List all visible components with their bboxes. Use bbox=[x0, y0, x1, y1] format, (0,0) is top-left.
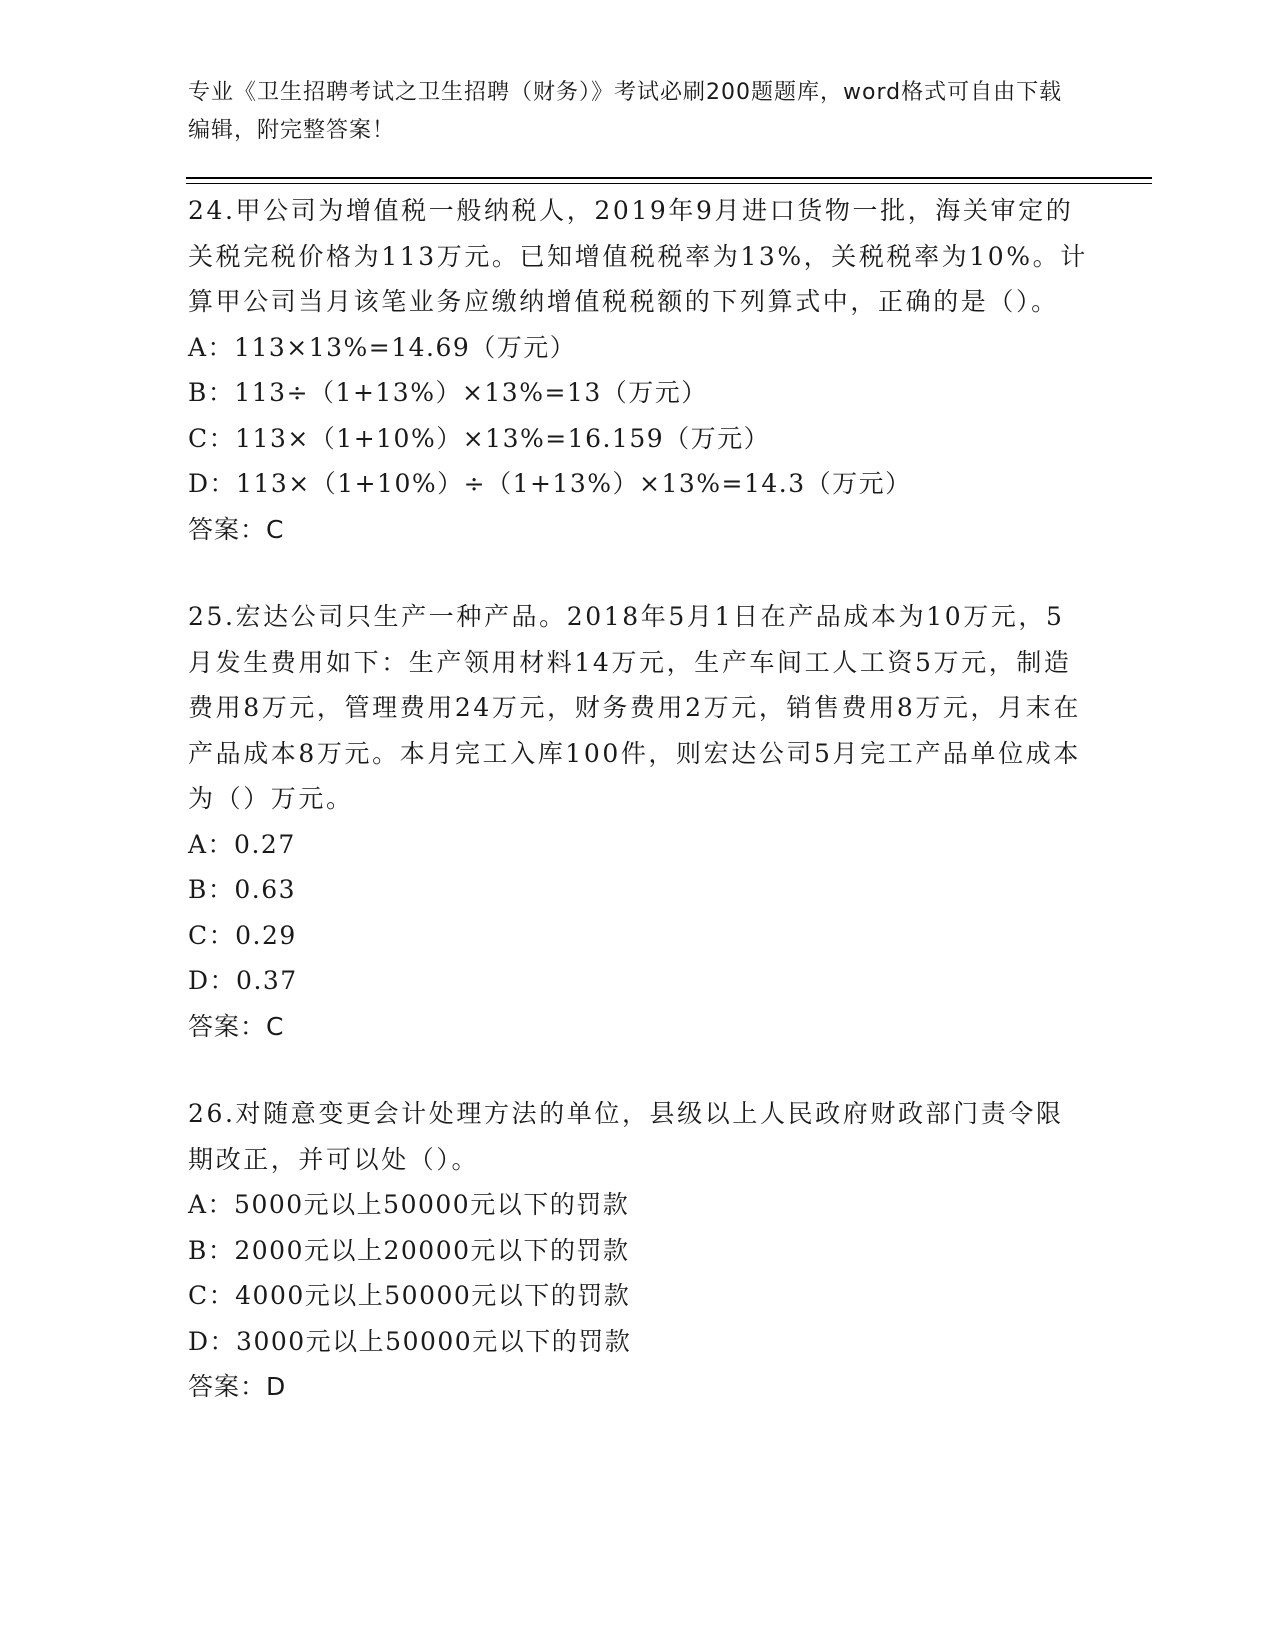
answer-line: 答案：C bbox=[188, 1011, 285, 1041]
option-c: C：0.29 bbox=[188, 920, 297, 950]
option-b: B：2000元以上20000元以下的罚款 bbox=[188, 1235, 630, 1265]
option-d: D：3000元以上50000元以下的罚款 bbox=[188, 1326, 632, 1356]
option-a: A：113×13%=14.69（万元） bbox=[188, 332, 577, 362]
document-header: 专业《卫生招聘考试之卫生招聘（财务）》考试必刷200题题库，word格式可自由下载编辑，附完整答案！ bbox=[188, 80, 1063, 143]
answer-line: 答案：D bbox=[188, 1372, 287, 1401]
option-d: D：113×（1+10%）÷（1+13%）×13%=14.3（万元） bbox=[188, 469, 912, 498]
option-a: A：5000元以上50000元以下的罚款 bbox=[188, 1190, 630, 1219]
question-list bbox=[188, 188, 1088, 1452]
question-26 bbox=[188, 1091, 1088, 1410]
option-d: D：0.37 bbox=[188, 966, 298, 995]
question-stem: 24.甲公司为增值税一般纳税人，2019年9月进口货物一批，海关审定的关税完税价格为113万元。已知增值税税率为13%，关税税率为10%。计算甲公司当月该笔业务应缴纳增值税税额的下列算式中，正确的是（）。 bbox=[188, 196, 1088, 316]
answer-line: 答案：C bbox=[188, 514, 285, 544]
option-a: A：0.27 bbox=[188, 829, 296, 859]
question-stem: 25.宏达公司只生产一种产品。2018年5月1日在产品成本为10万元，5月发生费用如下：生产领用材料14万元，生产车间工人工资5万元，制造费用8万元，管理费用24万元，财务费用2万元，销售费用8万元，月末在产品成本8万元。本月完工入库100件，则宏达公司5月完工产品单位成本为（）万元。 bbox=[188, 602, 1081, 813]
option-c: C：4000元以上50000元以下的罚款 bbox=[188, 1281, 631, 1310]
option-b: B：0.63 bbox=[188, 875, 297, 904]
header-divider-thick bbox=[186, 177, 1152, 179]
header-divider-thin bbox=[186, 183, 1152, 184]
question-25 bbox=[188, 594, 1088, 1049]
question-stem: 26.对随意变更会计处理方法的单位，县级以上人民政府财政部门责令限期改正，并可以处（）。 bbox=[188, 1099, 1064, 1174]
option-c: C：113×（1+10%）×13%=16.159（万元） bbox=[188, 423, 771, 453]
option-b: B：113÷（1+13%）×13%=13（万元） bbox=[188, 378, 708, 407]
question-24 bbox=[188, 188, 1088, 552]
